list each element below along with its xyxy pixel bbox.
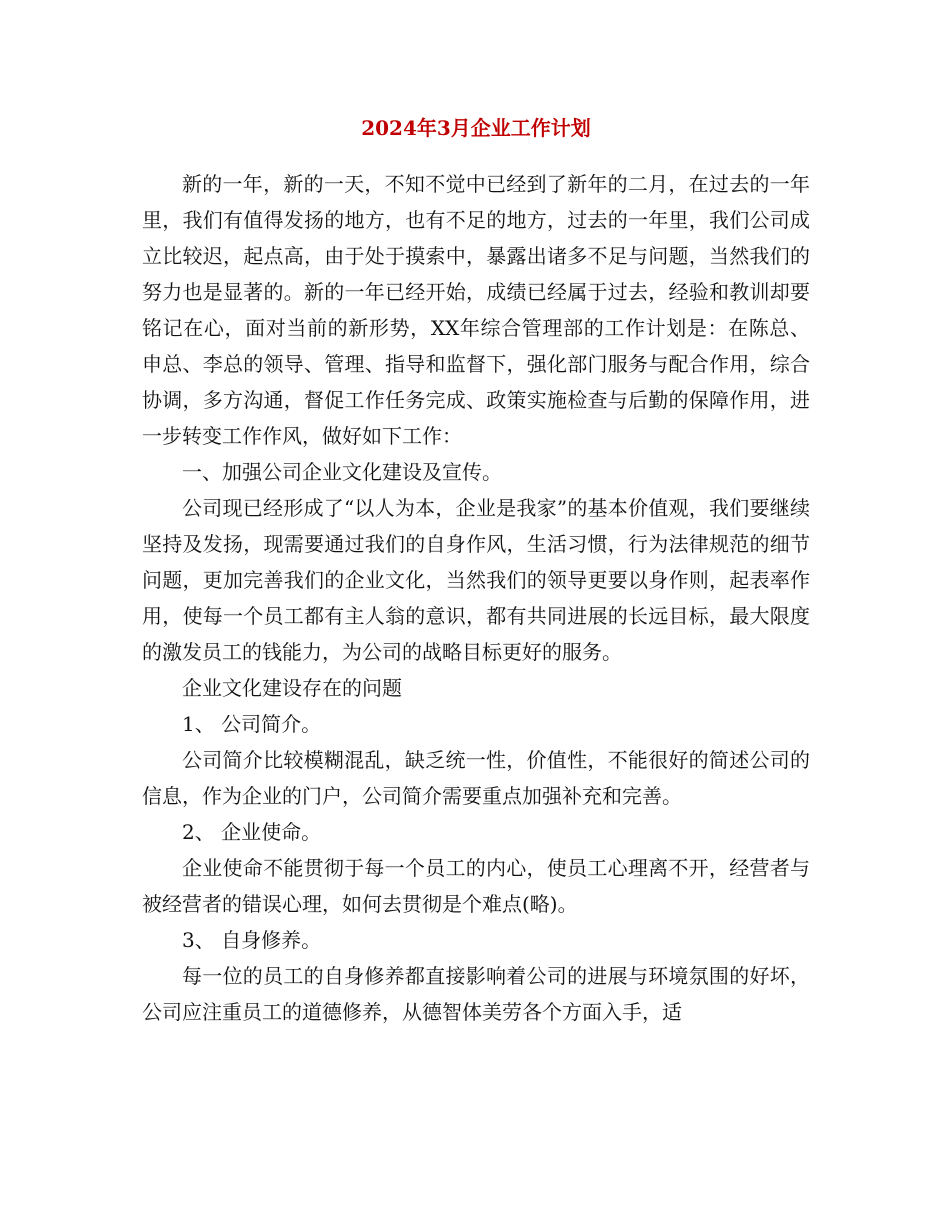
paragraph-intro: 新的一年，新的一天，不知不觉中已经到了新年的二月，在过去的一年里，我们有值得发扬的地方，也有不足的地方，过去的一年里，我们公司成立比较迟，起点高，由于处于摸索中，暴露出诸多不足与问题，当然我们的努力也是显著的。新的一年已经开始，成绩已经属于过去，经验和教训却要铭记在心，面对当前的新形势，XX年综合管理部的工作计划是：在陈总、申总、李总的领导、管理、指导和监督下，强化部门服务与配合作用，综合协调，多方沟通，督促工作任务完成、政策实施检查与后勤的保障作用，进一步转变工作作风，做好如下工作：	[142, 172, 810, 448]
paragraph-culture-values: 公司现已经形成了“以人为本，企业是我家”的基本价值观，我们要继续坚持及发扬，现需要通过我们的自身作风，生活习惯，行为法律规范的细节问题，更加完善我们的企业文化，当然我们的领导更要以身作则，起表率作用，使每一个员工都有主人翁的意识，都有共同进展的长远目标，最大限度的激发员工的钱能力，为公司的战略目标更好的服务。	[142, 496, 810, 664]
document-body	[142, 166, 810, 1030]
paragraph-company-mission: 企业使命不能贯彻于每一个员工的内心，使员工心理离不开，经营者与被经营者的错误心理，如何去贯彻是个难点(略)。	[142, 856, 810, 916]
paragraph-company-profile: 公司简介比较模糊混乱，缺乏统一性，价值性，不能很好的简述公司的信息，作为企业的门户，公司简介需要重点加强补充和完善。	[142, 748, 810, 808]
heading-culture-problems: 企业文化建设存在的问题	[182, 676, 402, 700]
heading-company-profile: 1、 公司简介。	[182, 712, 322, 736]
paragraph-self-cultivation: 每一位的员工的自身修养都直接影响着公司的进展与环境氛围的好坏，公司应注重员工的道德修养，从德智体美劳各个方面入手，适	[142, 964, 810, 1024]
heading-company-mission: 2、 企业使命。	[182, 820, 322, 844]
heading-culture-building: 一、加强公司企业文化建设及宣传。	[182, 460, 502, 484]
heading-self-cultivation: 3、 自身修养。	[182, 928, 322, 952]
document-title: 2024年3月企业工作计划	[361, 116, 591, 140]
